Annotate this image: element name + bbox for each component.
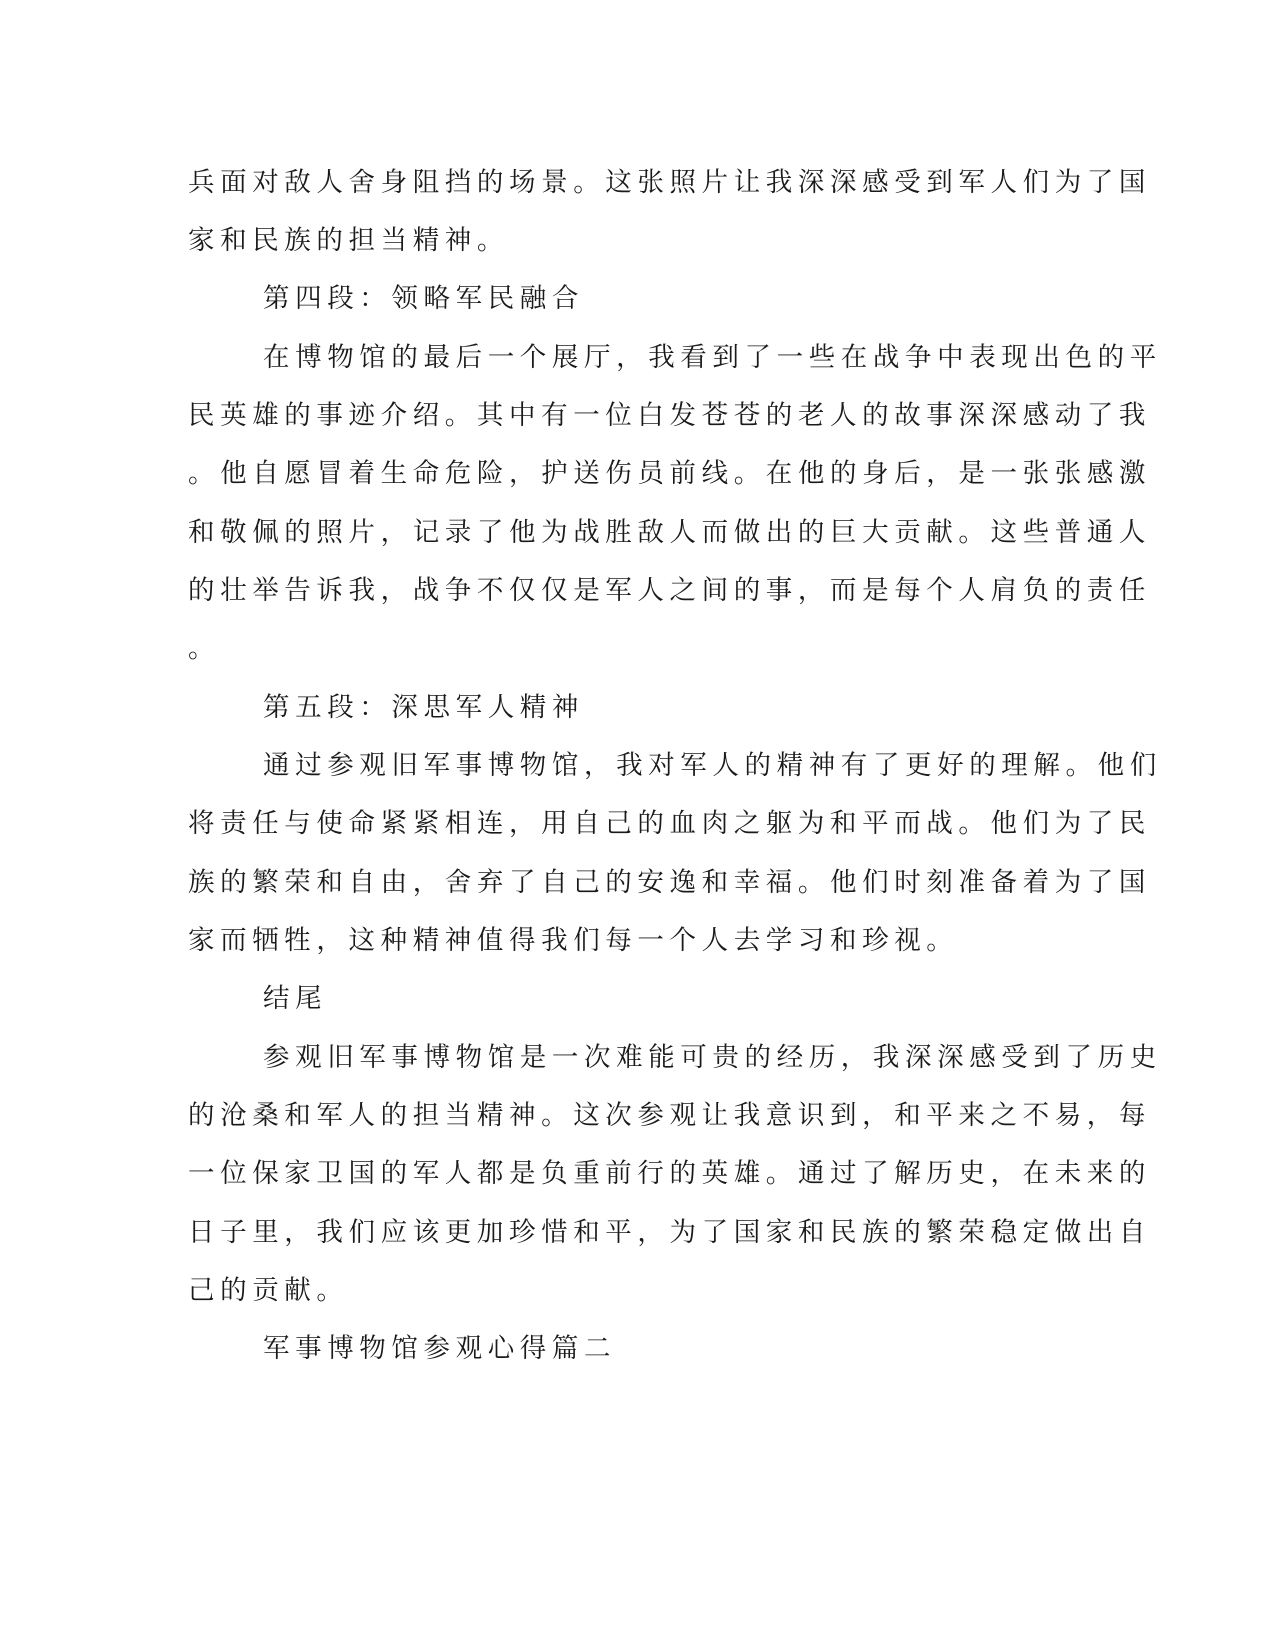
text-line: 家而牺牲，这种精神值得我们每一个人去学习和珍视。 [188,925,959,956]
section-heading: 结尾 [263,983,328,1014]
text-line: 。 [188,633,221,664]
text-line: 族的繁荣和自由，舍弃了自己的安逸和幸福。他们时刻准备着为了国 [188,867,1151,898]
text-line: 参观旧军事博物馆是一次难能可贵的经历，我深深感受到了历史 [263,1042,1162,1073]
text-line: 一位保家卫国的军人都是负重前行的英雄。通过了解历史，在未来的 [188,1158,1151,1189]
section-heading: 军事博物馆参观心得篇二 [263,1333,617,1364]
text-line: 在博物馆的最后一个展厅，我看到了一些在战争中表现出色的平 [263,342,1162,373]
text-line: 。他自愿冒着生命危险，护送伤员前线。在他的身后，是一张张感激 [188,458,1151,489]
text-line: 和敬佩的照片，记录了他为战胜敌人而做出的巨大贡献。这些普通人 [188,517,1151,548]
text-line: 己的贡献。 [188,1275,349,1306]
text-line: 通过参观旧军事博物馆，我对军人的精神有了更好的理解。他们 [263,750,1162,781]
text-line: 家和民族的担当精神。 [188,225,509,256]
text-line: 日子里，我们应该更加珍惜和平，为了国家和民族的繁荣稳定做出自 [188,1217,1151,1248]
text-line: 的壮举告诉我，战争不仅仅是军人之间的事，而是每个人肩负的责任 [188,575,1151,606]
text-line: 民英雄的事迹介绍。其中有一位白发苍苍的老人的故事深深感动了我 [188,400,1151,431]
section-heading: 第四段：领略军民融合 [263,283,584,314]
text-line: 的沧桑和军人的担当精神。这次参观让我意识到，和平来之不易，每 [188,1100,1151,1131]
section-heading: 第五段：深思军人精神 [263,692,584,723]
text-line: 将责任与使命紧紧相连，用自己的血肉之躯为和平而战。他们为了民 [188,808,1151,839]
text-line: 兵面对敌人舍身阻挡的场景。这张照片让我深深感受到军人们为了国 [188,167,1151,198]
